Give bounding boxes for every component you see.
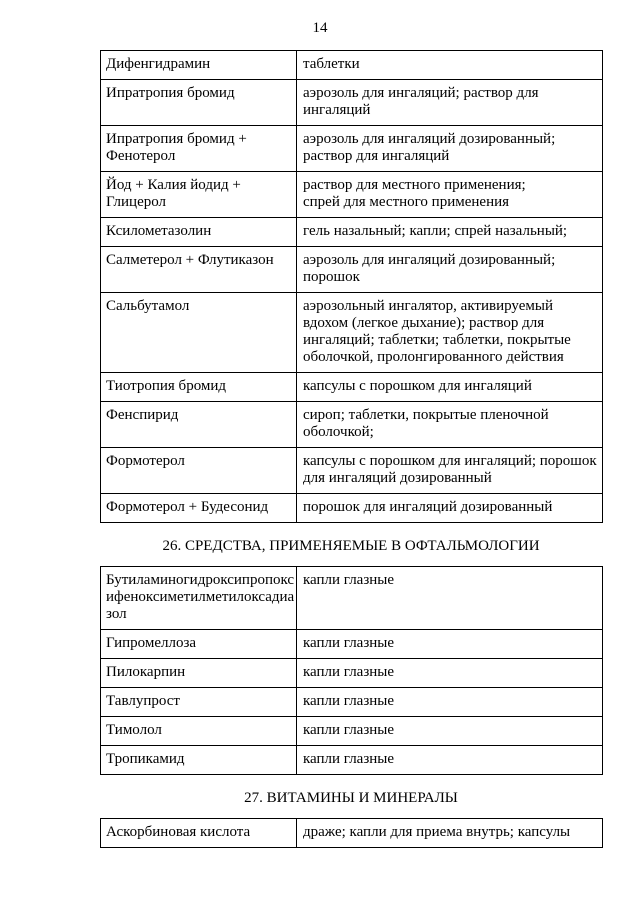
- drug-name-cell: Йод + Калия йодид + Глицерол: [101, 172, 297, 218]
- drug-name-cell: Салметерол + Флутиказон: [101, 247, 297, 293]
- drug-name-cell: Ипратропия бромид + Фенотерол: [101, 126, 297, 172]
- table-row: [101, 218, 603, 247]
- table-row: [101, 688, 603, 717]
- ophthalmology-drug-table: [100, 566, 603, 775]
- dosage-form-cell: капсулы с порошком для ингаляций: [297, 373, 603, 402]
- table-row: [101, 494, 603, 523]
- dosage-form-cell: раствор для местного применения; спрей для местного применения: [297, 172, 603, 218]
- drug-name-cell: Пилокарпин: [101, 659, 297, 688]
- table-row: [101, 448, 603, 494]
- section-heading-vitamins-minerals: 27. ВИТАМИНЫ И МИНЕРАЛЫ: [244, 790, 458, 806]
- drug-name-cell: Фенспирид: [101, 402, 297, 448]
- table-row: [101, 247, 603, 293]
- drug-name-cell: Тиотропия бромид: [101, 373, 297, 402]
- drug-name-cell: Формотерол: [101, 448, 297, 494]
- table-row: [101, 402, 603, 448]
- table-row: [101, 51, 603, 80]
- drug-name-cell: Сальбутамол: [101, 293, 297, 373]
- table-row: [101, 630, 603, 659]
- vitamins-minerals-drug-table: [100, 818, 603, 848]
- dosage-form-cell: капли глазные: [297, 659, 603, 688]
- table-row: [101, 373, 603, 402]
- drug-list-table: [100, 50, 603, 523]
- dosage-form-cell: капли глазные: [297, 717, 603, 746]
- table-row: [101, 80, 603, 126]
- page-number: 14: [312, 20, 328, 36]
- dosage-form-cell: порошок для ингаляций дозированный: [297, 494, 603, 523]
- dosage-form-cell: капли глазные: [297, 688, 603, 717]
- drug-name-cell: Тавлупрост: [101, 688, 297, 717]
- drug-name-cell: Тропикамид: [101, 746, 297, 775]
- dosage-form-cell: аэрозоль для ингаляций; раствор для ингаляций: [297, 80, 603, 126]
- table-row: [101, 819, 603, 848]
- drug-name-cell: Ксилометазолин: [101, 218, 297, 247]
- dosage-form-cell: капли глазные: [297, 746, 603, 775]
- dosage-form-cell: капли глазные: [297, 630, 603, 659]
- drug-name-cell: Формотерол + Будесонид: [101, 494, 297, 523]
- drug-name-cell: Ипратропия бромид: [101, 80, 297, 126]
- dosage-form-cell: гель назальный; капли; спрей назальный;: [297, 218, 603, 247]
- table-row: [101, 659, 603, 688]
- dosage-form-cell: капсулы с порошком для ингаляций; порошок для ингаляций дозированный: [297, 448, 603, 494]
- dosage-form-cell: аэрозоль для ингаляций дозированный; порошок: [297, 247, 603, 293]
- drug-name-cell: Бутиламиногидроксипропоксифеноксиметилметилоксадиазол: [101, 567, 297, 630]
- dosage-form-cell: аэрозоль для ингаляций дозированный; раствор для ингаляций: [297, 126, 603, 172]
- table-row: [101, 293, 603, 373]
- drug-name-cell: Дифенгидрамин: [101, 51, 297, 80]
- dosage-form-cell: драже; капли для приема внутрь; капсулы: [297, 819, 603, 848]
- drug-name-cell: Гипромеллоза: [101, 630, 297, 659]
- dosage-form-cell: таблетки: [297, 51, 603, 80]
- dosage-form-cell: капли глазные: [297, 567, 603, 630]
- table-row: [101, 746, 603, 775]
- table-row: [101, 567, 603, 630]
- drug-name-cell: Аскорбиновая кислота: [101, 819, 297, 848]
- table-row: [101, 172, 603, 218]
- section-heading-ophthalmology: 26. СРЕДСТВА, ПРИМЕНЯЕМЫЕ В ОФТАЛЬМОЛОГИИ: [162, 538, 540, 554]
- drug-name-cell: Тимолол: [101, 717, 297, 746]
- dosage-form-cell: сироп; таблетки, покрытые пленочной оболочкой;: [297, 402, 603, 448]
- dosage-form-cell: аэрозольный ингалятор, активируемый вдохом (легкое дыхание); раствор для ингаляций; таблетки; таблетки, покрытые оболочкой, пролонгированного действия: [297, 293, 603, 373]
- table-row: [101, 717, 603, 746]
- table-row: [101, 126, 603, 172]
